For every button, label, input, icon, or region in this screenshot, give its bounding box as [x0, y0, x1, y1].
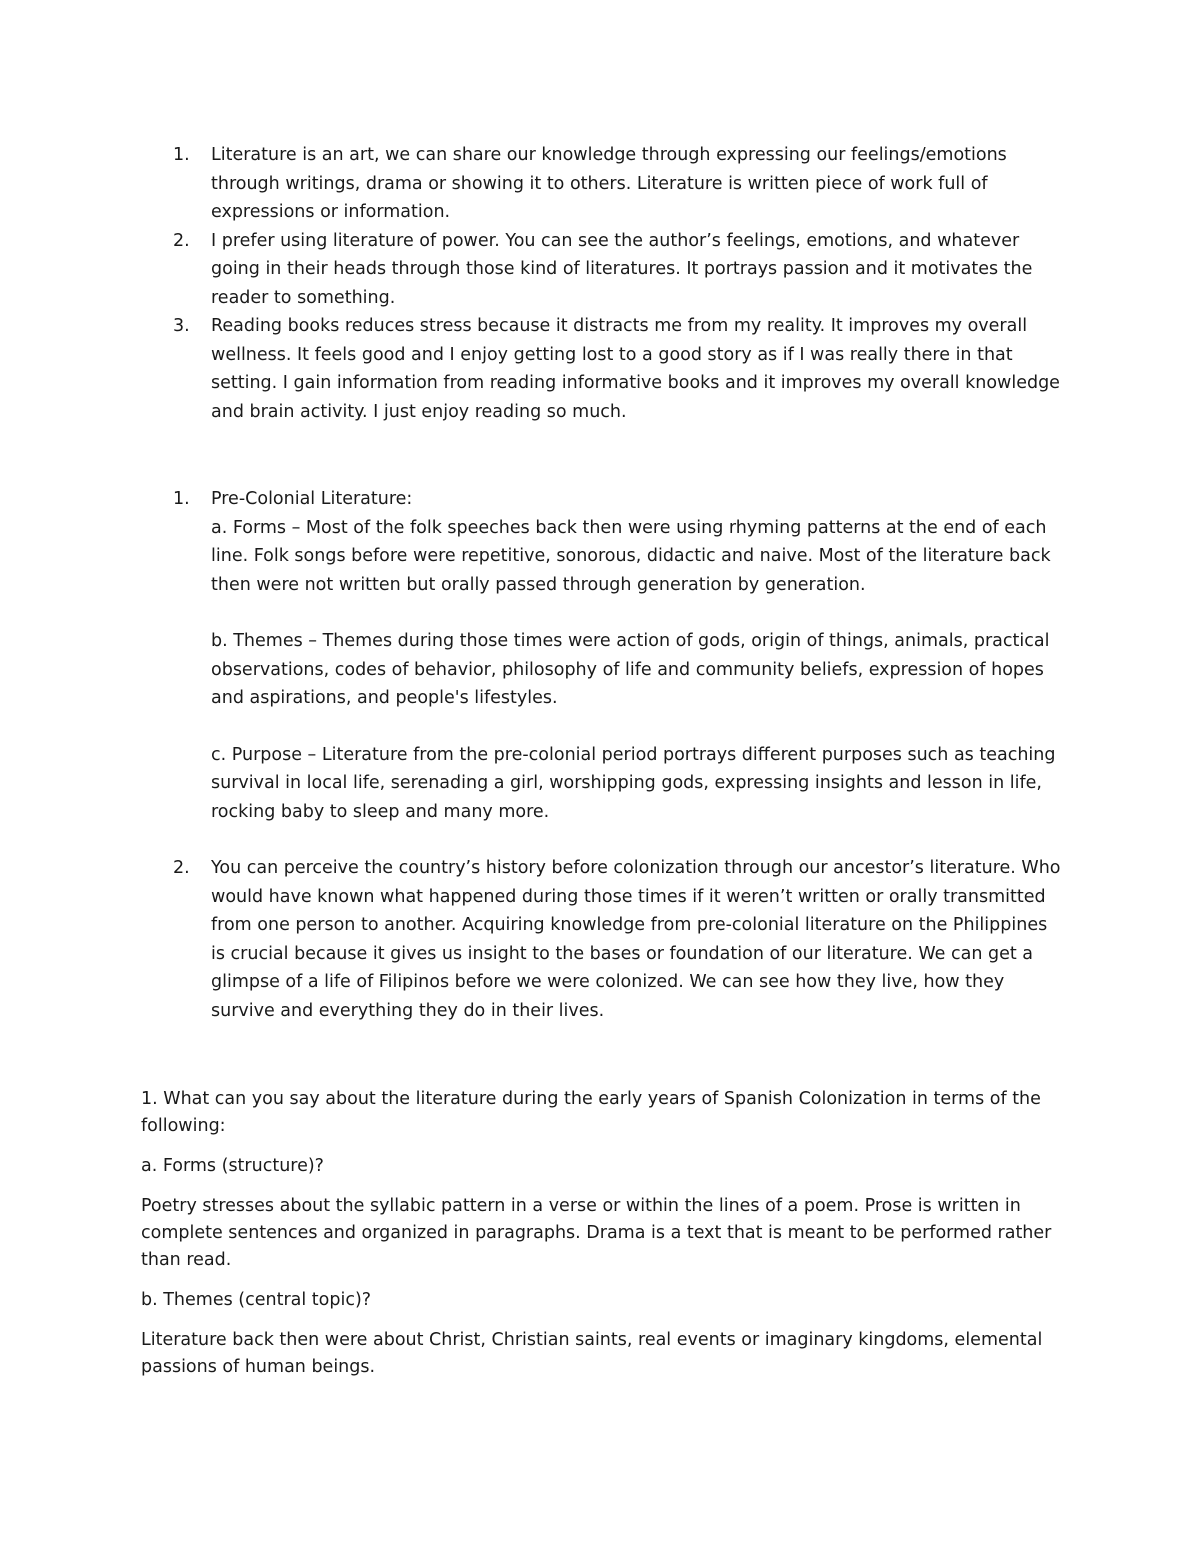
list-item [173, 485, 1063, 854]
list-text: Literature is an art, we can share our knowledge through expressing our feelings/emotions through writings, drama or showing it to others. Literature is written piece of work full of expressions or information. [211, 145, 1007, 222]
forms-answer: Poetry stresses about the syllabic pattern in a verse or within the lines of a poem. Prose is written in complete sentences and organized in paragraphs. Drama is a text that is meant to be performed rather than read. [141, 1196, 1052, 1270]
pre-colonial-title: Pre-Colonial Literature: [211, 489, 413, 509]
question-text: 1. What can you say about the literature during the early years of Spanish Colonization in terms of the following: [141, 1089, 1041, 1136]
list-item [173, 141, 1063, 227]
list-number: 3. [173, 316, 190, 336]
themes-label: b. Themes (central topic)? [141, 1290, 372, 1310]
list-item [173, 312, 1063, 426]
list-number: 2. [173, 858, 190, 878]
list-number: 2. [173, 230, 190, 251]
list-number: 1. [173, 145, 190, 165]
forms-label: a. Forms (structure)? [141, 1156, 324, 1176]
list-number: 1. [173, 489, 190, 509]
section-pre-colonial [173, 485, 1063, 1025]
themes-answer: Literature back then were about Christ, Christian saints, real events or imaginary kingdoms, elemental passions of human beings. [141, 1330, 1043, 1377]
list-item [173, 227, 1063, 313]
list-text: Reading books reduces stress because it distracts me from my reality. It improves my overall wellness. It feels good and I enjoy getting lost to a good story as if I was really there in that setting. I gain information from reading informative books and it improves my overall knowledge and brain activity. I just enjoy reading so much. [211, 316, 1060, 422]
section-reflection-list [173, 141, 1063, 426]
themes-paragraph: b. Themes – Themes during those times were action of gods, origin of things, animals, practical observations, codes of behavior, philosophy of life and community beliefs, expression of hopes and aspirations, and people's lifestyles. [211, 631, 1050, 708]
list-item [173, 854, 1063, 1025]
list-text: I prefer using literature of power. You can see the author’s feelings, emotions, and whatever going in their heads through those kind of literatures. It portrays passion and it motivates the reader to something. [211, 230, 1033, 308]
forms-paragraph: a. Forms – Most of the folk speeches back then were using rhyming patterns at the end of each line. Folk songs before were repetitive, sonorous, didactic and naive. Most of the literature back then were not written but orally passed through generation by generation. [211, 517, 1051, 595]
purpose-paragraph: c. Purpose – Literature from the pre-colonial period portrays different purposes such as teaching survival in local life, serenading a girl, worshipping gods, expressing insights and lesson in life, rocking baby to sleep and many more. [211, 744, 1056, 822]
section-spanish-colonization [141, 1086, 1061, 1394]
list-text: You can perceive the country’s history before colonization through our ancestor’s literature. Who would have known what happened during those times if it weren’t written or orally transmitted from one person to another. Acquiring knowledge from pre-colonial literature on the Philippines is crucial because it gives us insight to the bases or foundation of our literature. We can get a glimpse of a life of Filipinos before we were colonized. We can see how they live, how they survive and everything they do in their lives. [211, 858, 1061, 1021]
